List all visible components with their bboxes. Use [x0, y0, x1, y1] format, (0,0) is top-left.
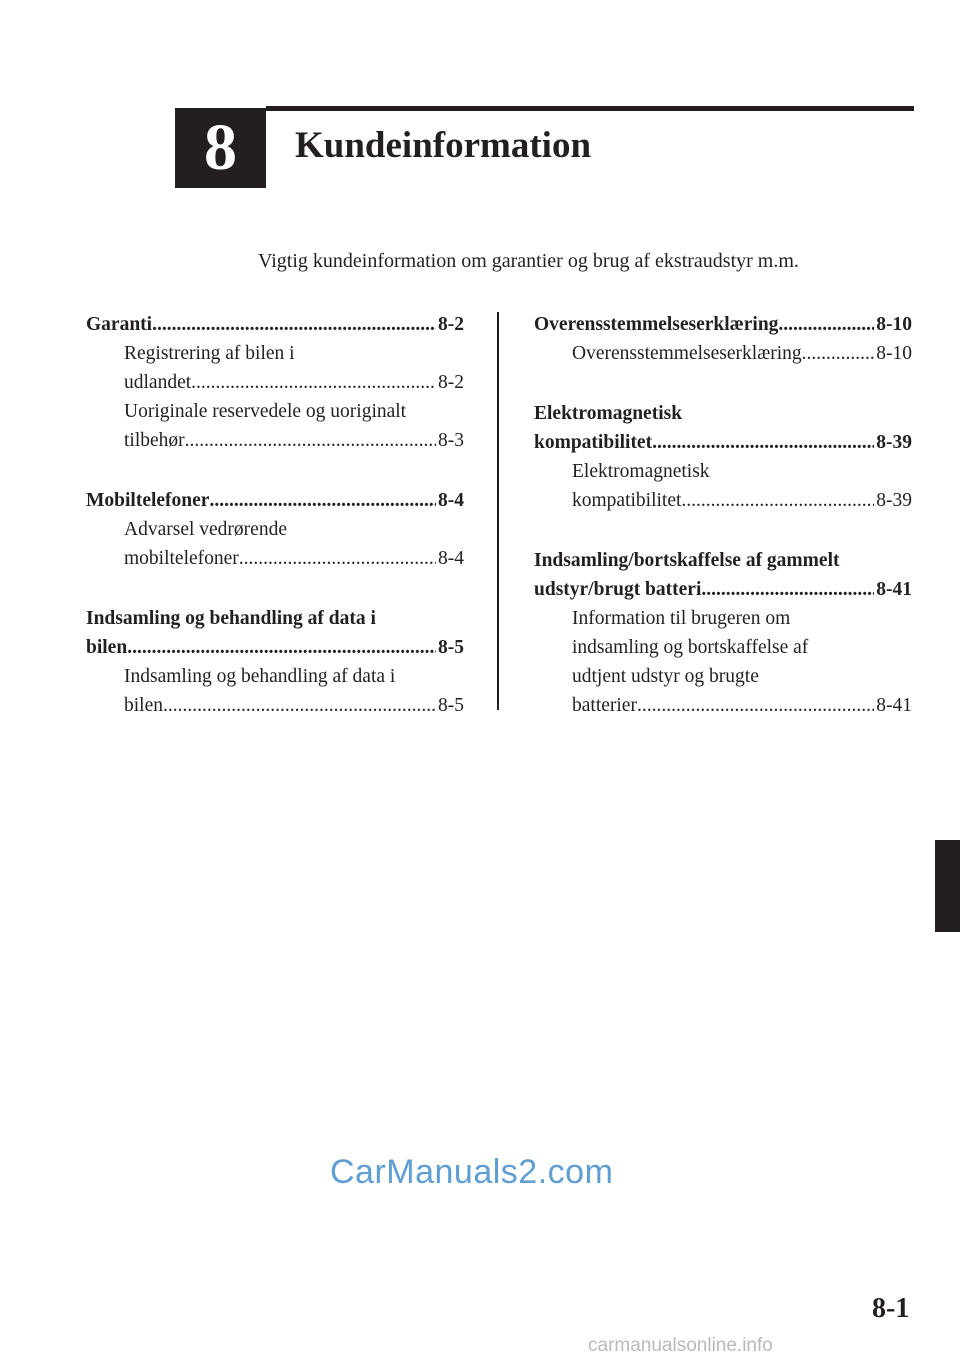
- toc-heading-text: Indsamling/bortskaffelse af gammelt: [534, 550, 840, 571]
- watermark: CarManuals2.com: [330, 1153, 614, 1191]
- toc-section: [86, 604, 464, 720]
- toc-heading-text: Indsamling og behandling af data i: [86, 608, 376, 629]
- toc-entry-page: 8-41: [876, 695, 912, 716]
- toc-section: [86, 486, 464, 573]
- toc-heading-page: 8-41: [876, 579, 912, 600]
- toc-heading-text: Mobiltelefoner: [86, 490, 210, 511]
- dot-leader: [209, 486, 436, 515]
- toc-entry-text: bilen: [124, 695, 163, 716]
- header-rule: [266, 106, 914, 111]
- toc-entry-text: indsamling og bortskaffelse af: [572, 637, 809, 658]
- toc-entry-text: udlandet: [124, 372, 192, 393]
- toc-heading-line: [86, 310, 464, 339]
- toc-heading-text: Garanti: [86, 314, 153, 335]
- toc-heading-line: [534, 310, 912, 339]
- toc-entry-text: Advarsel vedrørende: [124, 519, 287, 540]
- toc-entry-line: [534, 339, 912, 368]
- dot-leader: [185, 426, 436, 455]
- toc-entry-line: [86, 544, 464, 573]
- toc-entry-text: Elektromagnetisk: [572, 461, 710, 482]
- toc-heading-text: Elektromagnetisk: [534, 403, 683, 424]
- toc-heading-page: 8-4: [438, 490, 464, 511]
- dot-leader: [637, 691, 874, 720]
- toc-heading-text: bilen: [86, 637, 128, 658]
- toc-entry-page: 8-39: [876, 490, 912, 511]
- toc-right-column: [534, 310, 912, 751]
- toc-entry-text: udtjent udstyr og brugte: [572, 666, 759, 687]
- toc-entry-line: [86, 368, 464, 397]
- chapter-side-tab: [935, 840, 960, 932]
- toc-entry-text: mobiltelefoner: [124, 548, 239, 569]
- toc-entry-line: [534, 691, 912, 720]
- toc-heading-text: kompatibilitet: [534, 432, 653, 453]
- toc-entry-text: Information til brugeren om: [572, 608, 791, 629]
- chapter-subtitle: Vigtig kundeinformation om garantier og brug af ekstraudstyr m.m.: [258, 250, 799, 272]
- toc-entry-text: Uoriginale reservedele og uoriginalt: [124, 401, 407, 422]
- toc-heading-text: udstyr/brugt batteri: [534, 579, 702, 600]
- toc-section: [534, 310, 912, 368]
- dot-leader: [652, 428, 874, 457]
- toc-entry-page: 8-2: [438, 372, 464, 393]
- toc-entry-page: 8-4: [438, 548, 464, 569]
- toc-entry-line: [86, 426, 464, 455]
- toc-entry-text: Registrering af bilen i: [124, 343, 295, 364]
- toc-heading-page: 8-2: [438, 314, 464, 335]
- toc-entry-text: Overensstemmelseserklæring: [572, 343, 802, 364]
- dot-leader: [191, 368, 436, 397]
- toc-heading-page: 8-10: [876, 314, 912, 335]
- page-number: 8-1: [872, 1293, 910, 1324]
- toc-heading-text: Overensstemmelseserklæring: [534, 314, 779, 335]
- toc-entry-line: [86, 691, 464, 720]
- toc-entry-page: 8-5: [438, 695, 464, 716]
- toc-entry-text: kompatibilitet: [572, 490, 682, 511]
- toc-heading-line: [534, 575, 912, 604]
- chapter-title: Kundeinformation: [295, 125, 592, 166]
- toc-entry-page: 8-10: [876, 343, 912, 364]
- chapter-number: 8: [204, 111, 237, 184]
- toc-entry-line: [534, 486, 912, 515]
- footer-url: carmanualsonline.info: [588, 1335, 773, 1356]
- dot-leader: [802, 339, 875, 368]
- dot-leader: [239, 544, 436, 573]
- toc-left-column: [86, 310, 464, 751]
- dot-leader: [152, 310, 436, 339]
- toc-entry-text: Indsamling og behandling af data i: [124, 666, 396, 687]
- toc-heading-page: 8-5: [438, 637, 464, 658]
- toc-section: [534, 546, 912, 720]
- toc-heading-page: 8-39: [876, 432, 912, 453]
- dot-leader: [701, 575, 874, 604]
- toc-entry-page: 8-3: [438, 430, 464, 451]
- dot-leader: [778, 310, 874, 339]
- dot-leader: [127, 633, 436, 662]
- toc-entry-text: tilbehør: [124, 430, 185, 451]
- toc-heading-line: [86, 633, 464, 662]
- dot-leader: [163, 691, 436, 720]
- toc-heading-line: [86, 486, 464, 515]
- toc-section: [534, 399, 912, 515]
- column-divider: [497, 312, 499, 710]
- toc-heading-line: [534, 428, 912, 457]
- toc-entry-text: batterier: [572, 695, 637, 716]
- chapter-number-box: [175, 108, 266, 188]
- dot-leader: [681, 486, 874, 515]
- toc-section: [86, 310, 464, 455]
